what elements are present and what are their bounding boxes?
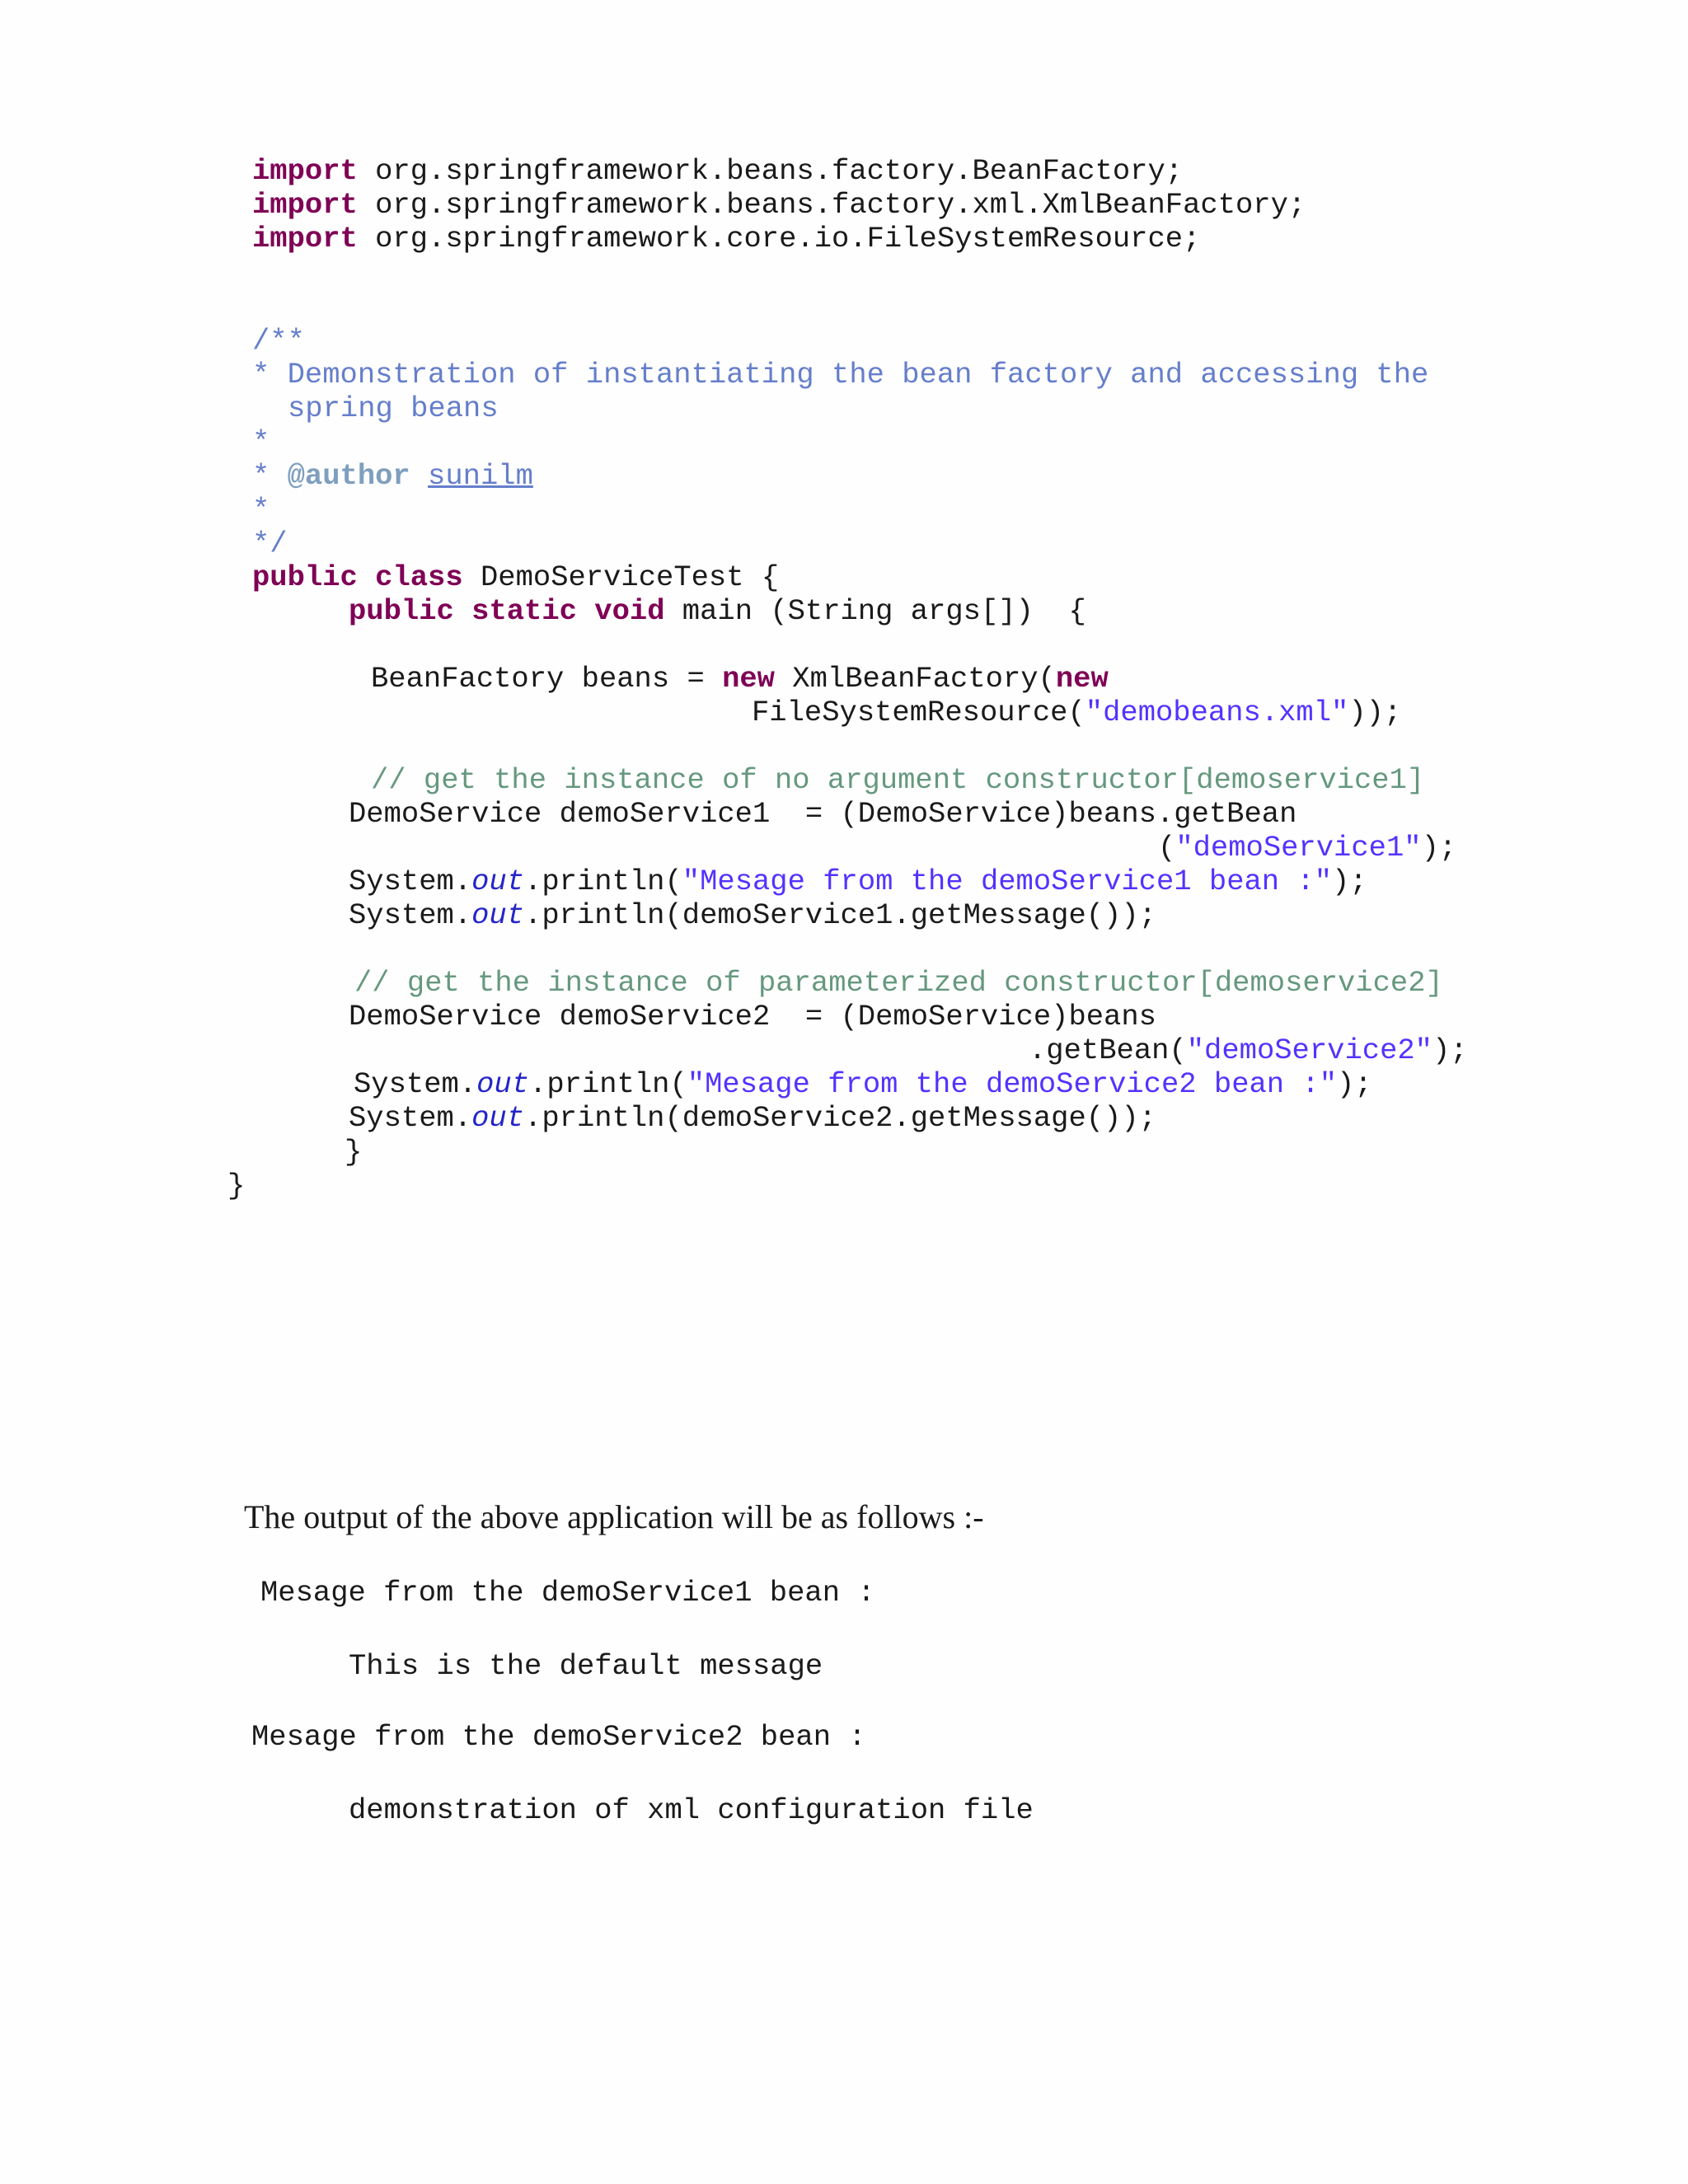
system-class: System. bbox=[349, 898, 472, 932]
import-line-1 bbox=[252, 154, 1183, 189]
print-service2-message-line bbox=[349, 1101, 1156, 1136]
output-line-1: Mesage from the demoService1 bean : bbox=[260, 1576, 875, 1610]
system-class: System. bbox=[349, 865, 472, 898]
system-class: System. bbox=[354, 1067, 477, 1101]
out-field: out bbox=[471, 1101, 525, 1135]
import-line-3 bbox=[252, 222, 1200, 256]
static-keyword: static bbox=[471, 594, 577, 628]
line-comment-2: // get the instance of parameterized constructor[demoservice2] bbox=[354, 966, 1443, 1000]
import-path: org.springframework.beans.factory.xml.XmlBeanFactory; bbox=[357, 188, 1306, 222]
fsr-argument: "demobeans.xml" bbox=[1085, 696, 1349, 729]
bean-factory-line bbox=[371, 662, 1109, 696]
file-system-resource-line bbox=[752, 696, 1401, 730]
out-field: out bbox=[471, 898, 525, 932]
println-call: .println(demoService1.getMessage()); bbox=[524, 898, 1156, 932]
print-service1-message-line bbox=[349, 898, 1156, 933]
paren-open: ( bbox=[1158, 831, 1176, 865]
print-message2-line bbox=[354, 1067, 1372, 1102]
system-class: System. bbox=[349, 1101, 472, 1135]
import-path: org.springframework.core.io.FileSystemResource; bbox=[357, 222, 1201, 255]
import-line-2 bbox=[252, 188, 1306, 223]
new-keyword: new bbox=[722, 662, 775, 696]
stmt-close: ); bbox=[1332, 865, 1367, 898]
demo-service1-declaration: DemoService demoService1 = (DemoService)beans.getBean bbox=[349, 797, 1297, 831]
class-declaration bbox=[252, 560, 779, 595]
stmt-close: ); bbox=[1337, 1067, 1372, 1101]
line-comment-1: // get the instance of no argument constructor[demoservice1] bbox=[371, 763, 1425, 797]
output-line-4: demonstration of xml configuration file bbox=[349, 1793, 1034, 1827]
demo-service2-declaration: DemoService demoService2 = (DemoService)beans bbox=[349, 1000, 1156, 1033]
demo-service1-arg: "demoService1" bbox=[1175, 831, 1422, 865]
void-keyword: void bbox=[594, 594, 665, 628]
getbean-call: .getBean( bbox=[1029, 1033, 1187, 1067]
javadoc-author-name: sunilm bbox=[428, 459, 533, 493]
println-open: .println( bbox=[524, 865, 682, 898]
stmt-close: ); bbox=[1432, 1033, 1468, 1067]
javadoc-author bbox=[252, 459, 533, 494]
output-intro-text: The output of the above application will be as follows :- bbox=[244, 1498, 984, 1535]
bean-declaration: BeanFactory beans = bbox=[371, 662, 723, 696]
println-call: .println(demoService2.getMessage()); bbox=[524, 1101, 1156, 1135]
fsr-open: FileSystemResource( bbox=[752, 696, 1085, 729]
class-name: DemoServiceTest { bbox=[462, 560, 780, 594]
out-field: out bbox=[471, 865, 525, 898]
javadoc-star: * bbox=[252, 493, 270, 527]
out-field: out bbox=[476, 1067, 530, 1101]
import-path: org.springframework.beans.factory.BeanFactory; bbox=[357, 154, 1184, 188]
message2-string: "Mesage from the demoService2 bean :" bbox=[687, 1067, 1338, 1101]
class-keyword: class bbox=[375, 560, 463, 594]
public-keyword: public bbox=[252, 560, 358, 594]
public-keyword: public bbox=[349, 594, 454, 628]
new-keyword: new bbox=[1055, 662, 1109, 696]
main-signature: main (String args[]) { bbox=[664, 594, 1086, 628]
demo-service1-getbean-arg bbox=[1158, 831, 1456, 865]
javadoc-author-tag: @author bbox=[287, 459, 410, 493]
demo-service2-arg: "demoService2" bbox=[1186, 1033, 1432, 1067]
demo-service2-getbean-line bbox=[1029, 1033, 1468, 1068]
import-keyword: import bbox=[252, 222, 358, 255]
main-method-signature bbox=[349, 594, 1086, 629]
fsr-close: )); bbox=[1348, 696, 1402, 729]
import-keyword: import bbox=[252, 188, 358, 222]
print-message1-line bbox=[349, 865, 1367, 899]
javadoc-line-2: spring beans bbox=[288, 391, 499, 425]
bean-constructor: XmlBeanFactory( bbox=[775, 662, 1056, 696]
import-keyword: import bbox=[252, 154, 358, 188]
output-line-3: Mesage from the demoService2 bean : bbox=[251, 1720, 866, 1754]
method-close-brace: } bbox=[345, 1135, 363, 1169]
javadoc-line-1: * Demonstration of instantiating the bean factory and accessing the bbox=[252, 358, 1429, 391]
javadoc-author-prefix: * bbox=[252, 459, 288, 493]
javadoc-star: * bbox=[252, 425, 270, 459]
javadoc-close: */ bbox=[252, 527, 288, 560]
output-line-2: This is the default message bbox=[349, 1649, 823, 1683]
println-open: .println( bbox=[529, 1067, 687, 1101]
message1-string: "Mesage from the demoService1 bean :" bbox=[682, 865, 1333, 898]
class-close-brace: } bbox=[227, 1169, 246, 1202]
javadoc-open: /** bbox=[252, 324, 305, 358]
stmt-close: ); bbox=[1421, 831, 1457, 865]
